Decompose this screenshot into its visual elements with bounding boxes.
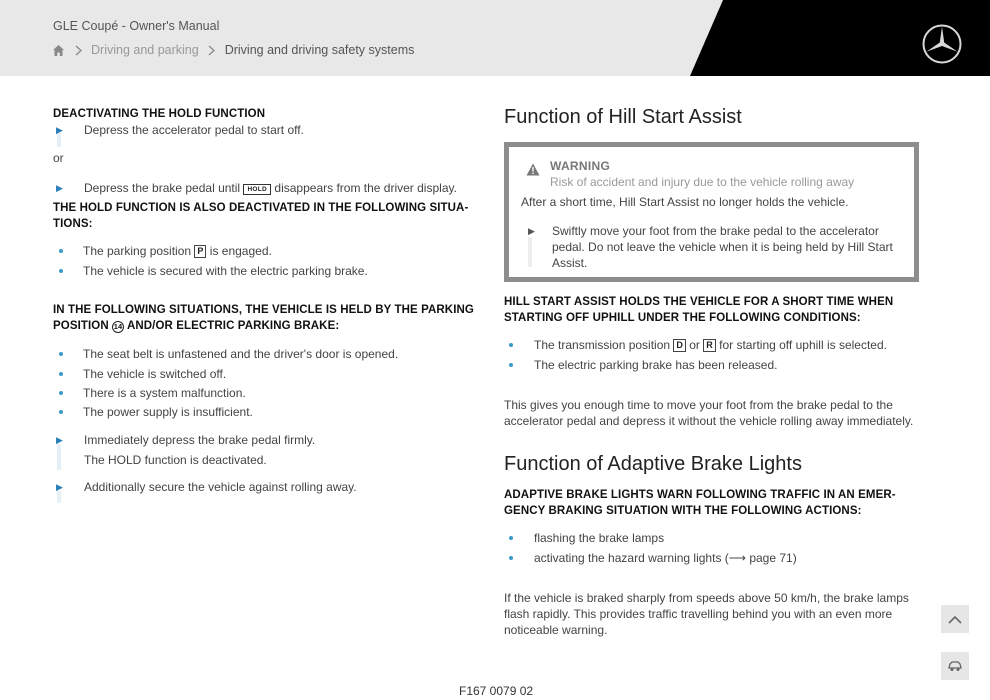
hill-heading-line2: STARTING OFF UPHILL UNDER THE FOLLOWING CONDITIONS: [504,312,861,324]
step-immediately: Immediately depress the brake pedal firmly. [84,433,316,447]
abl-item-flashing: flashing the brake lamps [534,531,665,545]
chevron-right-icon [199,42,225,58]
held-heading-suffix: AND/OR ELECTRIC PARKING BRAKE: [126,320,340,332]
step-immediately-result: The HOLD function is deactivated. [84,453,267,467]
bullet-icon [59,269,63,273]
hill-condition-transmission [534,337,887,353]
warning-text: After a short time, Hill Start Assist no longer holds the vehicle. [521,195,849,209]
held-item: The seat belt is unfastened and the driver's door is opened. [83,347,399,361]
step-secure: Additionally secure the vehicle against rolling away. [84,480,357,494]
bullet-icon [509,556,513,560]
bullet-icon [509,343,513,347]
hill-paragraph-line2: accelerator pedal and depress it without the vehicle rolling away immediately. [504,414,914,428]
step-brake-prefix: Depress the brake pedal until [84,181,241,195]
warning-box [504,142,919,282]
held-item: There is a system malfunction. [83,386,246,400]
warning-subtitle: Risk of accident and injury due to the vehicle rolling away [550,175,855,189]
also-item-parking [83,243,272,259]
abl-paragraph-line3: noticeable warning. [504,623,608,637]
held-item: The vehicle is switched off. [83,367,227,381]
held-heading-line2 [53,318,339,334]
home-icon[interactable] [52,44,65,57]
step-arrow-icon: ▶ [56,125,63,135]
cond1-prefix: The transmission position [534,338,671,352]
step-arrow-icon: ▶ [56,482,63,492]
mercedes-star-logo-icon [921,23,963,65]
also-heading-line2: TIONS: [53,218,93,230]
also-item1-suffix: is engaged. [209,244,272,258]
also-item-electric-brake: The vehicle is secured with the electric parking brake. [83,264,368,278]
chevron-up-icon [948,615,962,624]
parking-symbol: P [194,245,206,258]
breadcrumb [52,42,414,58]
image-code: F167 0079 02 [459,684,534,698]
or-text: or [53,151,64,165]
page-reference-arrow-icon: ⟶ [728,551,746,565]
warning-triangle-icon [526,163,540,176]
step-arrow-icon: ▶ [528,226,535,236]
app-title: GLE Coupé - Owner's Manual [53,19,220,33]
adaptive-brake-lights-title: Function of Adaptive Brake Lights [504,453,802,475]
abl-paragraph-line2: flash rapidly. This provides traffic travelling behind you with an even more [504,607,893,621]
warning-action: Swiftly move your foot from the brake pedal to the accelerator pedal. Do not leave the vehicle when it is being held by Hill Start Assist. [552,224,893,270]
breadcrumb-driving-and-parking[interactable]: Driving and parking [91,43,199,57]
hill-heading-line1: HILL START ASSIST HOLDS THE VEHICLE FOR A SHORT TIME WHEN [504,296,894,308]
page-reference-link[interactable]: page 71 [749,551,793,565]
abl-paragraph-line1: If the vehicle is braked sharply from speeds above 50 km/h, the brake lamps [504,591,909,605]
bullet-icon [59,352,63,356]
bullet-icon [59,410,63,414]
breadcrumb-current: Driving and driving safety systems [224,43,415,57]
deactivate-heading: DEACTIVATING THE HOLD FUNCTION [53,108,266,120]
reverse-symbol: R [703,339,716,352]
bullet-icon [59,372,63,376]
circled-number: 14 [113,322,123,331]
also-item1-prefix: The parking position [83,244,192,258]
abl-item2-prefix: activating the hazard warning lights ( [534,551,729,565]
abl-item-hazard [534,550,797,566]
step-brake [84,180,457,196]
warning-title: WARNING [550,159,611,173]
step-arrow-icon: ▶ [56,435,63,445]
hill-condition-brake: The electric parking brake has been released. [534,358,778,372]
held-heading-line1: IN THE FOLLOWING SITUATIONS, THE VEHICLE IS HELD BY THE PARKING [53,304,474,316]
bullet-icon [59,391,63,395]
step-bar [528,237,532,267]
drive-symbol: D [673,339,686,352]
bullet-icon [509,536,513,540]
hill-start-title: Function of Hill Start Assist [504,106,742,128]
also-heading-line1: THE HOLD FUNCTION IS ALSO DEACTIVATED IN THE FOLLOWING SITUA- [53,202,469,214]
hold-symbol: HOLD [243,184,271,195]
abl-heading-line2: GENCY BRAKING SITUATION WITH THE FOLLOWING ACTIONS: [504,505,862,517]
step-brake-suffix: disappears from the driver display. [274,181,457,195]
chevron-right-icon [65,42,91,58]
car-icon [947,660,963,672]
held-item: The power supply is insufficient. [83,405,253,419]
abl-item2-suffix: ) [792,551,797,565]
hill-paragraph-line1: This gives you enough time to move your foot from the brake pedal to the [504,398,893,412]
cond1-suffix: for starting off uphill is selected. [719,338,887,352]
abl-heading-line1: ADAPTIVE BRAKE LIGHTS WARN FOLLOWING TRAFFIC IN AN EMER- [504,489,896,501]
step-accelerator: Depress the accelerator pedal to start off. [84,123,304,137]
vehicle-view-button[interactable] [941,652,969,680]
cond1-or: or [689,338,700,352]
bullet-icon [509,363,513,367]
held-heading-prefix: POSITION [53,320,109,332]
step-arrow-icon: ▶ [56,183,63,193]
scroll-to-top-button[interactable] [941,605,969,633]
bullet-icon [59,249,63,253]
